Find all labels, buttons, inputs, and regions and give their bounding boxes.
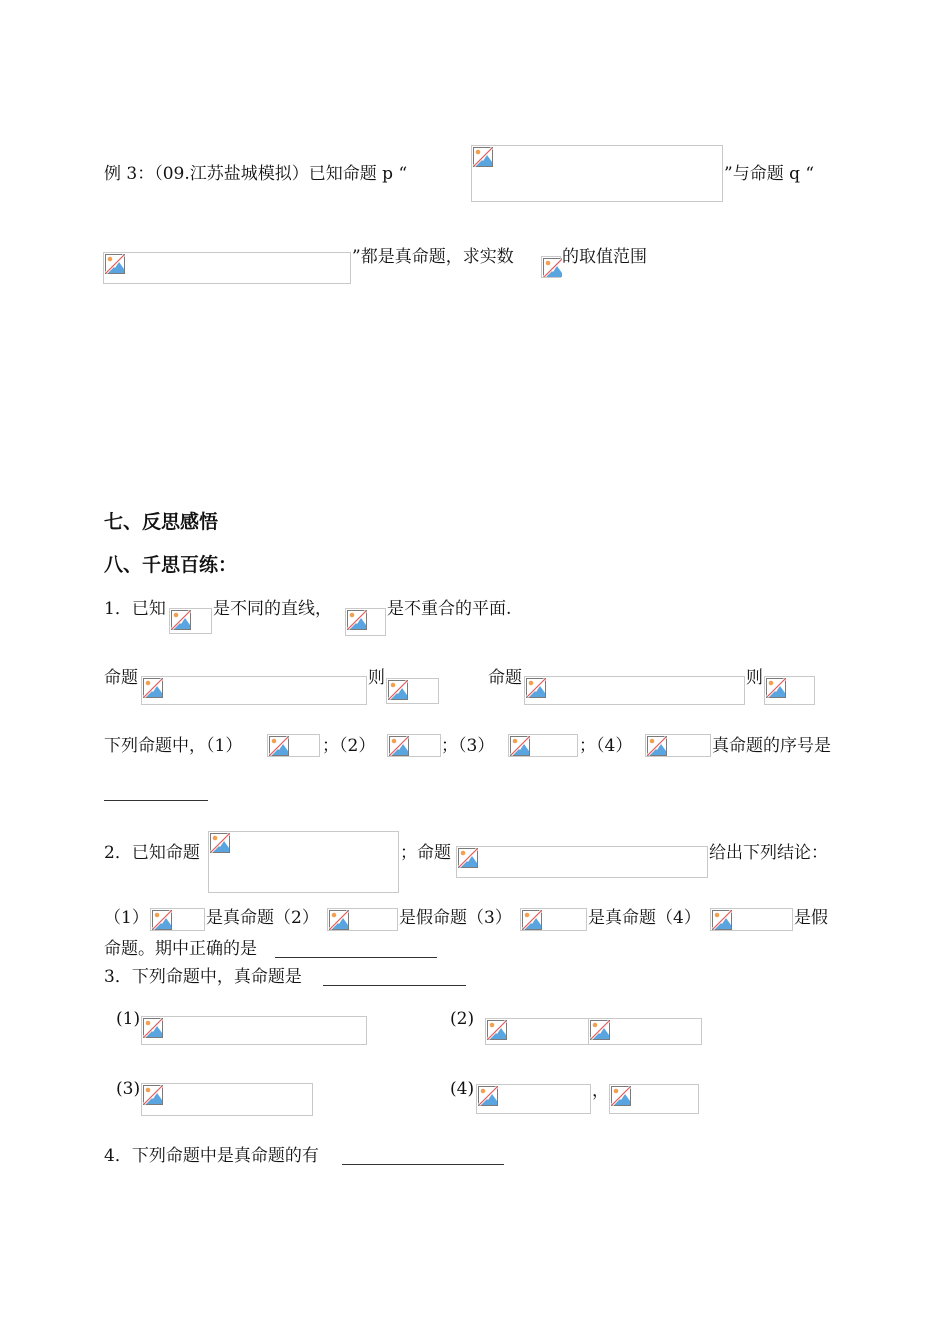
broken-image-icon <box>610 1085 632 1107</box>
formula-image <box>456 846 708 878</box>
q3-item-3-label: (3) <box>116 1079 141 1099</box>
broken-image-icon <box>346 609 368 631</box>
q3-comma: ， <box>592 1081 609 1101</box>
formula-image <box>141 676 367 705</box>
broken-image-icon <box>477 1085 499 1107</box>
formula-image <box>485 1018 589 1045</box>
q1-line1-c: 是不重合的平面. <box>387 599 512 619</box>
q1-line3-a: 下列命题中，（1） <box>104 736 243 756</box>
q3-item-2-label: (2) <box>450 1009 475 1029</box>
q1-sep-2: ；（3） <box>441 736 495 756</box>
q2-line3: 命题。期中正确的是 <box>104 939 257 959</box>
formula-image <box>764 676 815 705</box>
q1-line1-b: 是不同的直线， <box>213 599 332 619</box>
broken-image-icon <box>457 847 479 869</box>
formula-image <box>508 734 578 757</box>
formula-image <box>541 256 561 278</box>
answer-blank <box>342 1164 504 1165</box>
formula-image <box>208 831 399 893</box>
broken-image-icon <box>509 735 531 757</box>
broken-image-icon <box>711 909 733 931</box>
q3-item-1-label: (1) <box>116 1009 141 1029</box>
formula-image <box>103 252 351 284</box>
q1-then-2: 则 <box>746 668 763 688</box>
formula-image <box>386 678 439 704</box>
q2-c3-tail: 是真命题（4） <box>588 908 701 928</box>
formula-image <box>327 908 398 931</box>
formula-image <box>588 1018 702 1045</box>
q1-prop-label-1: 命题 <box>104 668 138 688</box>
broken-image-icon <box>328 909 350 931</box>
broken-image-icon <box>486 1019 508 1041</box>
q3-title: 3．下列命题中，真命题是 <box>104 967 302 987</box>
q1-line3-end: 真命题的序号是 <box>712 736 831 756</box>
q3-item-4-label: (4) <box>450 1079 475 1099</box>
broken-image-icon <box>142 1084 164 1106</box>
q4-title: 4．下列命题中是真命题的有 <box>104 1146 319 1166</box>
broken-image-icon <box>472 146 494 168</box>
formula-image <box>476 1084 591 1114</box>
q2-c1-tail: 是真命题（2） <box>206 908 319 928</box>
formula-image <box>645 734 711 757</box>
formula-image <box>141 1016 367 1045</box>
formula-image <box>387 734 441 757</box>
formula-image <box>471 145 723 202</box>
example3-line1-text: 例 3：（09.江苏盐城模拟）已知命题 p “ <box>104 164 408 184</box>
formula-image <box>150 908 205 931</box>
broken-image-icon <box>151 909 173 931</box>
q1-sep-3: ；（4） <box>579 736 633 756</box>
broken-image-icon <box>542 257 562 277</box>
q1-then-1: 则 <box>368 668 385 688</box>
broken-image-icon <box>142 1017 164 1039</box>
broken-image-icon <box>209 832 231 854</box>
formula-image <box>169 608 212 634</box>
q1-sep-1: ；（2） <box>322 736 376 756</box>
broken-image-icon <box>589 1019 611 1041</box>
q2-line1-b: ；命题 <box>400 843 451 863</box>
formula-image <box>267 734 320 757</box>
broken-image-icon <box>646 735 668 757</box>
answer-blank <box>275 957 437 958</box>
formula-image <box>345 608 386 636</box>
formula-image <box>710 908 793 931</box>
answer-blank <box>323 985 466 986</box>
formula-image <box>141 1083 313 1116</box>
broken-image-icon <box>525 677 547 699</box>
q2-c1: （1） <box>104 908 149 928</box>
formula-image <box>520 908 587 931</box>
formula-image <box>524 676 745 705</box>
answer-blank <box>104 800 208 801</box>
example3-line2-end: 的取值范围 <box>562 247 647 267</box>
broken-image-icon <box>387 679 409 701</box>
broken-image-icon <box>142 677 164 699</box>
q2-line1-c: 给出下列结论： <box>709 843 828 863</box>
example3-line2-text: ”都是真命题，求实数 <box>352 247 514 267</box>
q2-c4-tail: 是假 <box>794 908 828 928</box>
example3-line1-mid: ”与命题 q “ <box>724 164 815 184</box>
formula-image <box>609 1084 699 1114</box>
q2-line1-a: 2．已知命题 <box>104 843 200 863</box>
broken-image-icon <box>170 609 192 631</box>
heading-practice: 八、千思百练： <box>104 554 238 576</box>
q1-prop-label-2: 命题 <box>488 668 522 688</box>
broken-image-icon <box>388 735 410 757</box>
broken-image-icon <box>521 909 543 931</box>
broken-image-icon <box>268 735 290 757</box>
broken-image-icon <box>104 253 126 275</box>
q1-line1-a: 1．已知 <box>104 599 166 619</box>
heading-reflect: 七、反思感悟 <box>104 511 219 533</box>
q2-c2-tail: 是假命题（3） <box>399 908 512 928</box>
broken-image-icon <box>765 677 787 699</box>
